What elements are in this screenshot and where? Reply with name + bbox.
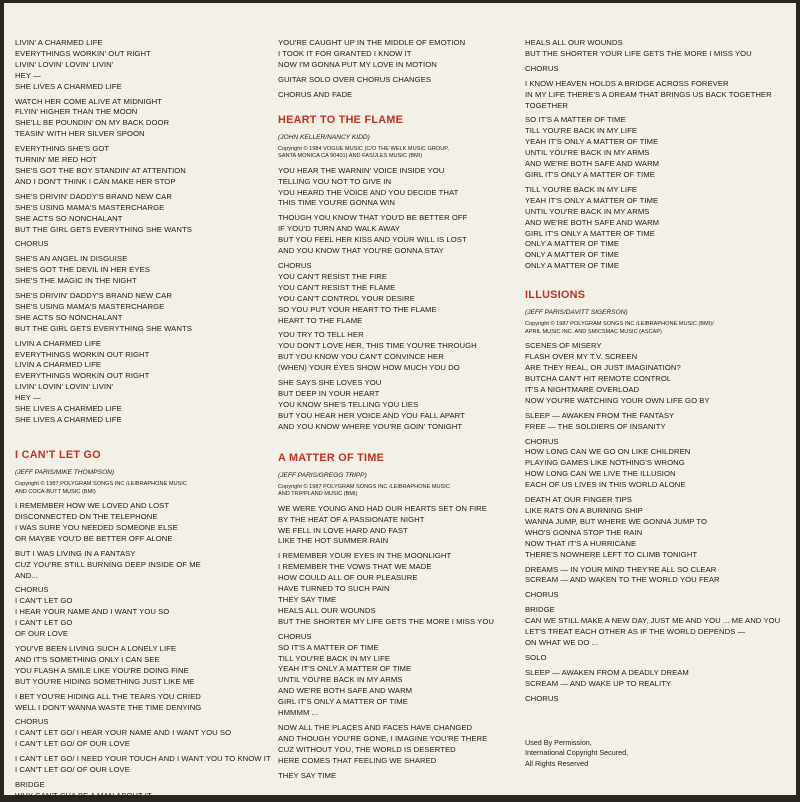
lyric-line: SCENES OF MISERY: [525, 341, 602, 351]
lyric-line: CHORUS: [278, 631, 312, 641]
lyric-sheet: [4, 3, 796, 800]
lyrics-i-cant-let-go: [15, 501, 270, 802]
lyric-line: BUT YOU KNOW YOU CAN'T CONVINCE HER: [278, 352, 444, 362]
lyric-line: HEART TO THE FLAME: [278, 315, 363, 325]
lyric-line: CUZ YOU'RE STILL BURNING DEEP INSIDE OF ME: [15, 559, 201, 569]
lyric-line: BY THE HEAT OF A PASSIONATE NIGHT: [278, 514, 425, 524]
lyric-line: BUT YOU HEAR HER VOICE AND YOU FALL APART: [278, 410, 465, 420]
permission-line: International Copyright Secured,: [525, 748, 629, 758]
lyric-line: TEASIN' WITH HER SILVER SPOON: [15, 129, 145, 139]
lyric-line: WHO'S GONNA STOP THE RAIN: [525, 527, 643, 537]
publisher-line: AND COCA-BUTT MUSIC (BMI): [15, 488, 96, 495]
lyric-line: TILL YOU'RE BACK IN MY LIFE: [278, 653, 391, 663]
lyrics-charmed-life-end: [15, 38, 270, 426]
lyric-line: BRIDGE: [525, 605, 555, 615]
lyric-line: LIVIN' A CHARMED LIFE: [15, 38, 103, 47]
lyric-line: HAVE TURNED TO SUCH PAIN: [278, 584, 390, 594]
lyric-line: LIKE RATS ON A BURNING SHIP: [525, 506, 643, 515]
lyric-line: NOW I'M GONNA PUT MY LOVE IN MOTION: [278, 59, 437, 69]
lyric-line: AND WE'RE BOTH SAFE AND WARM: [278, 686, 413, 696]
lyric-line: CHORUS: [525, 63, 559, 73]
lyric-line: GIRL IT'S ONLY A MATTER OF TIME: [525, 169, 655, 179]
lyric-line: WE FELL IN LOVE HARD AND FAST: [278, 525, 408, 535]
lyric-line: YOU CAN'T RESIST THE FIRE: [278, 271, 388, 281]
lyric-line: CHORUS: [525, 436, 559, 446]
lyric-line: GUITAR SOLO OVER CHORUS CHANGES: [278, 74, 432, 84]
songwriter-credits: (JEFF PARIS/GREGG TRIPP): [278, 471, 367, 479]
lyric-line: WHY CAN'T CHA BE A MAN ABOUT IT: [15, 790, 152, 800]
lyric-line: YOU DON'T LOVE HER, THIS TIME YOU'RE THROUGH: [278, 341, 477, 351]
song-title-heart-to-the-flame: HEART TO THE FLAME: [278, 113, 404, 126]
lyric-line: LIVIN A CHARMED LIFE: [15, 360, 102, 370]
lyric-line: TILL YOU'RE BACK IN MY LIFE: [525, 126, 638, 136]
lyric-line: SCREAM — AND WAKE UP TO REALITY: [525, 678, 672, 688]
lyric-line: THIS TIME YOU'RE GONNA WIN: [278, 198, 395, 208]
lyric-line: CHORUS: [278, 260, 312, 270]
lyric-line: SO IT'S A MATTER OF TIME: [525, 115, 626, 125]
song-title-i-cant-let-go: I CAN'T LET GO: [15, 448, 101, 461]
lyric-line: PLAYING GAMES LIKE NOTHING'S WRONG: [525, 458, 685, 468]
lyric-line: I CAN'T LET GO: [15, 618, 73, 628]
lyric-line: WATCH HER COME ALIVE AT MIDNIGHT: [15, 96, 162, 106]
lyric-line: EVERYTHINGS WORKIN OUT RIGHT: [15, 371, 150, 381]
lyric-line: BUT THE GIRL GETS EVERYTHING SHE WANTS: [15, 323, 192, 333]
lyric-line: CHORUS: [15, 239, 49, 249]
song-title-illusions: ILLUSIONS: [525, 289, 586, 302]
lyric-line: SHE'S DRIVIN' DADDY'S BRAND NEW CAR: [15, 191, 172, 201]
lyric-line: I REMEMBER YOUR EYES IN THE MOONLIGHT: [278, 551, 452, 561]
lyric-line: I CAN'T LET GO/ OF OUR LOVE: [15, 765, 130, 775]
lyric-line: BUT YOU FEEL HER KISS AND YOUR WILL IS LOST: [278, 235, 467, 245]
lyric-line: CHORUS: [525, 693, 559, 703]
lyric-line: THERE'S NOWHERE LEFT TO CLIMB TONIGHT: [525, 549, 698, 559]
lyric-line: OF OUR LOVE: [15, 629, 69, 639]
lyric-line: HOW COULD ALL OF OUR PLEASURE: [278, 573, 418, 583]
lyric-line: CUZ WITHOUT YOU, THE WORLD IS DESERTED: [278, 744, 456, 754]
lyric-line: BUT I WAS LIVING IN A FANTASY: [15, 548, 136, 558]
lyric-line: FLASH OVER MY T.V. SCREEN: [525, 352, 638, 362]
lyric-line: WELL I DON'T WANNA WASTE THE TIME DENYING: [15, 702, 202, 712]
lyric-line: YOU'VE BEEN LIVING SUCH A LONELY LIFE: [15, 643, 177, 653]
lyric-line: CAN WE STILL MAKE A NEW DAY, JUST ME AND YOU ... ME AND YOU: [525, 616, 781, 626]
lyric-line: I CAN'T LET GO/ OF OUR LOVE: [15, 739, 130, 749]
lyric-line: ARE THEY REAL, OR JUST IMAGINATION?: [525, 363, 681, 373]
lyric-line: SLEEP — AWAKEN FROM A DEADLY DREAM: [525, 667, 689, 677]
lyric-line: CHORUS: [15, 585, 49, 595]
column-right: [525, 38, 793, 705]
lyrics-continued: [278, 38, 518, 101]
lyric-line: UNTIL YOU'RE BACK IN MY ARMS: [278, 675, 403, 685]
lyric-line: BUT DEEP IN YOUR HEART: [278, 388, 380, 398]
lyric-line: YEAH IT'S ONLY A MATTER OF TIME: [525, 195, 659, 205]
permission-notice: [525, 738, 628, 769]
lyric-line: NOW YOU'RE WATCHING YOUR OWN LIFE GO BY: [525, 395, 710, 405]
lyric-line: NOW THAT IT'S A HURRICANE: [525, 538, 637, 548]
songwriter-credits: (JEFF PARIS/MIKE THOMPSON): [15, 468, 115, 476]
lyric-line: FREE — THE SOLDIERS OF INSANITY: [525, 421, 666, 431]
lyric-line: I TOOK IT FOR GRANTED I KNOW IT: [278, 48, 412, 58]
lyric-line: HEY —: [15, 393, 41, 403]
lyric-line: YOU CAN'T CONTROL YOUR DESIRE: [278, 293, 415, 303]
lyric-line: EVERYTHINGS WORKIN' OUT RIGHT: [15, 48, 151, 58]
lyric-line: I CAN'T LET GO: [15, 596, 73, 606]
lyric-line: HERE COMES THAT FEELING WE SHARED: [278, 755, 437, 765]
lyric-line: IN MY LIFE THERE'S A DREAM THAT BRINGS US BACK TOGETHER: [525, 89, 772, 99]
lyric-line: BUTCHA CAN'T HIT REMOTE CONTROL: [525, 374, 672, 384]
lyric-line: BUT THE SHORTER YOUR LIFE GETS THE MORE I MISS YOU: [525, 48, 752, 58]
lyric-line: HEALS ALL OUR WOUNDS: [525, 38, 623, 47]
lyric-line: SHE LIVES A CHARMED LIFE: [15, 415, 122, 424]
lyric-line: SHE ACTS SO NONCHALANT: [15, 213, 123, 223]
lyrics-heart-to-the-flame: [278, 166, 518, 433]
lyric-line: YOU HEAR THE WARNIN' VOICE INSIDE YOU: [278, 165, 445, 175]
lyric-line: AND YOU KNOW WHERE YOU'RE GOIN' TONIGHT: [278, 421, 463, 431]
lyric-line: EVERYTHING SHE'S GOT: [15, 144, 110, 154]
lyric-line: YEAH IT'S ONLY A MATTER OF TIME: [278, 664, 412, 674]
lyric-line: SHE ACTS SO NONCHALANT: [15, 312, 123, 322]
lyric-line: THEY SAY TIME: [278, 770, 337, 780]
lyric-line: HEALS ALL OUR WOUNDS: [278, 605, 376, 615]
lyric-line: HOW LONG CAN WE GO ON LIKE CHILDREN: [525, 447, 691, 457]
lyric-line: CHORUS: [15, 717, 49, 727]
publisher-line: Copyright © 1987 POLYGRAM SONGS INC /LEIBRAPHONE MUSIC: [15, 480, 187, 487]
lyric-line: FLYIN' HIGHER THAN THE MOON: [15, 107, 138, 117]
lyric-line: UNTIL YOU'RE BACK IN MY ARMS: [525, 148, 650, 158]
lyric-line: SHE'S GOT THE DEVIL IN HER EYES: [15, 265, 150, 275]
lyric-line: LIVIN' LOVIN' LOVIN' LIVIN': [15, 59, 114, 69]
publisher-line: Copyright © 1984 VOGUE MUSIC (C/O THE WELK MUSIC GROUP,: [278, 145, 449, 152]
lyric-line: BRIDGE: [15, 779, 45, 789]
lyric-line: EACH OF US LIVES IN THIS WORLD ALONE: [525, 480, 686, 490]
lyric-line: CHORUS AND FADE: [278, 89, 353, 99]
lyric-line: SHE'S USING MAMA'S MASTERCHARGE: [15, 301, 165, 311]
lyric-line: GIRL IT'S ONLY A MATTER OF TIME: [525, 228, 655, 238]
permission-line: All Rights Reserved: [525, 758, 589, 768]
publisher-notice: [278, 146, 518, 161]
lyric-line: YOU FLASH A SMILE LIKE YOU'RE DOING FINE: [15, 665, 189, 675]
lyric-line: GIRL IT'S ONLY A MATTER OF TIME: [278, 697, 408, 707]
publisher-line: Copyright © 1987 POLYGRAM SONGS INC /LEIBRAPHONE MUSIC: [278, 483, 450, 490]
lyric-line: ON WHAT WE DO ...: [525, 637, 599, 647]
lyric-line: AND WE'RE BOTH SAFE AND WARM: [525, 217, 660, 227]
lyric-line: IF YOU'D TURN AND WALK AWAY: [278, 224, 400, 234]
lyric-line: SHE SAYS SHE LOVES YOU: [278, 378, 382, 388]
lyric-line: AND...: [15, 570, 38, 580]
lyric-line: BUT THE SHORTER MY LIFE GETS THE MORE I MISS YOU: [278, 616, 494, 626]
lyric-line: BUT THE GIRL GETS EVERYTHING SHE WANTS: [15, 224, 192, 234]
lyric-line: SHE'S USING MAMA'S MASTERCHARGE: [15, 202, 165, 212]
publisher-notice: [525, 321, 793, 336]
songwriter-credits: (JOHN KELLER/NANCY KIDD): [278, 133, 370, 141]
lyric-line: LIVIN A CHARMED LIFE: [15, 338, 102, 348]
lyric-line: SHE'S AN ANGEL IN DISGUISE: [15, 254, 128, 264]
lyric-line: I CAN'T LET GO/ I HEAR YOUR NAME AND I WANT YOU SO: [15, 728, 232, 738]
lyric-line: LET'S TREAT EACH OTHER AS IF THE WORLD DEPENDS —: [525, 627, 746, 637]
lyrics-a-matter-of-time: [278, 504, 518, 782]
lyric-line: UNTIL YOU'RE BACK IN MY ARMS: [525, 206, 650, 216]
lyric-line: SCREAM — AND WAKEN TO THE WORLD YOU FEAR: [525, 575, 720, 585]
lyric-line: WE WERE YOUNG AND HAD OUR HEARTS SET ON FIRE: [278, 503, 487, 513]
lyric-line: THEY SAY TIME: [278, 595, 337, 604]
lyric-line: AND IT'S SOMETHING ONLY I CAN SEE: [15, 654, 160, 664]
lyric-line: ONLY A MATTER OF TIME: [525, 239, 620, 249]
lyric-line: TURNIN' ME RED HOT: [15, 155, 97, 165]
lyric-line: I BET YOU'RE HIDING ALL THE TEARS YOU CRIED: [15, 691, 201, 701]
lyric-line: SHE LIVES A CHARMED LIFE: [15, 404, 122, 414]
lyric-line: YEAH IT'S ONLY A MATTER OF TIME: [525, 137, 659, 147]
lyric-line: AND I DON'T THINK I CAN MAKE HER STOP: [15, 176, 176, 186]
lyric-line: I REMEMBER THE VOWS THAT WE MADE: [278, 562, 432, 572]
publisher-line: SANTA MONICA CA 90401) AND FASULES MUSIC (BMI): [278, 153, 423, 160]
lyric-line: LIVIN' LOVIN' LOVIN' LIVIN': [15, 382, 114, 392]
lyric-line: DISCONNECTED ON THE TELEPHONE: [15, 512, 158, 521]
lyric-line: SOLO: [525, 652, 547, 662]
lyric-line: YOU CAN'T RESIST THE FLAME: [278, 282, 396, 292]
lyric-line: DEATH AT OUR FINGER TIPS: [525, 495, 632, 505]
lyric-line: TILL YOU'RE BACK IN MY LIFE: [525, 184, 638, 194]
lyric-line: I HEAR YOUR NAME AND I WANT YOU SO: [15, 607, 170, 617]
lyric-line: NOW ALL THE PLACES AND FACES HAVE CHANGED: [278, 722, 473, 732]
column-left: [15, 38, 270, 802]
lyric-line: DREAMS — IN YOUR MIND THEY'RE ALL SO CLEAR: [525, 564, 717, 574]
lyric-line: I CAN'T LET GO/ I NEED YOUR TOUCH AND I WANT YOU TO KNOW IT: [15, 754, 271, 764]
lyric-line: SHE'S DRIVIN' DADDY'S BRAND NEW CAR: [15, 291, 172, 301]
lyric-line: SO IT'S A MATTER OF TIME: [278, 642, 379, 652]
lyric-line: YOU TRY TO TELL HER: [278, 330, 364, 340]
lyric-line: TELLING YOU NOT TO GIVE IN: [278, 176, 392, 186]
lyric-line: SHE'S THE MAGIC IN THE NIGHT: [15, 276, 137, 286]
lyric-line: HOW LONG CAN WE LIVE THE ILLUSION: [525, 469, 676, 479]
lyric-line: IT'S A NIGHTMARE OVERLOAD: [525, 384, 640, 394]
song-title-a-matter-of-time: A MATTER OF TIME: [278, 451, 385, 464]
lyric-line: TOGETHER: [525, 100, 568, 110]
lyric-line: OR MAYBE YOU'D BE BETTER OFF ALONE: [15, 533, 173, 543]
lyric-line: LIKE THE HOT SUMMER RAIN: [278, 536, 389, 546]
songwriter-credits: (JEFF PARIS/DAVITT SIGERSON): [525, 309, 628, 317]
lyric-line: HEY —: [15, 70, 41, 80]
lyric-line: EVERYTHINGS WORKIN OUT RIGHT: [15, 349, 150, 359]
lyric-line: SHE'LL BE POUNDIN' ON MY BACK DOOR: [15, 118, 170, 128]
lyric-line: I KNOW HEAVEN HOLDS A BRIDGE ACROSS FOREVER: [525, 78, 729, 88]
lyric-line: BUT YOU'RE HIDING SOMETHING JUST LIKE ME: [15, 676, 195, 686]
lyric-line: ONLY A MATTER OF TIME: [525, 261, 620, 271]
lyric-line: YOU HEARD THE VOICE AND YOU DECIDE THAT: [278, 187, 459, 197]
lyric-line: SO YOU PUT YOUR HEART TO THE FLAME: [278, 304, 437, 314]
column-middle: [278, 38, 518, 782]
lyrics-illusions: [525, 341, 793, 704]
lyric-line: SHE LIVES A CHARMED LIFE: [15, 81, 122, 91]
lyric-line: AND YOU KNOW THAT YOU'RE GONNA STAY: [278, 246, 444, 256]
lyric-line: (WHEN) YOUR EYES SHOW HOW MUCH YOU DO: [278, 363, 460, 373]
publisher-notice: [278, 484, 518, 499]
lyric-line: SLEEP — AWAKEN FROM THE FANTASY: [525, 410, 675, 420]
lyric-line: THOUGH YOU KNOW THAT YOU'D BE BETTER OFF: [278, 213, 468, 223]
permission-line: Used By Permission,: [525, 738, 592, 747]
lyric-line: AND WE'RE BOTH SAFE AND WARM: [525, 159, 660, 169]
lyric-line: HMMMM ...: [278, 708, 319, 718]
lyric-line: I WAS SURE YOU NEEDED SOMEONE ELSE: [15, 522, 178, 532]
lyric-line: WANNA JUMP, BUT WHERE WE GONNA JUMP TO: [525, 516, 708, 526]
publisher-line: APRIL MUSIC INC. AND SMICSMAC MUSIC (ASCAP): [525, 328, 662, 335]
lyric-line: SHE'S GOT THE BOY STANDIN' AT ATTENTION: [15, 165, 186, 175]
publisher-notice: [15, 481, 270, 496]
lyrics-a-matter-of-time-end: [525, 38, 793, 272]
lyric-line: ONLY A MATTER OF TIME: [525, 250, 620, 260]
lyric-line: AND THOUGH YOU'RE GONE, I IMAGINE YOU'RE THERE: [278, 733, 488, 743]
lyric-line: I REMEMBER HOW WE LOVED AND LOST: [15, 501, 170, 511]
lyric-line: YOU KNOW SHE'S TELLING YOU LIES: [278, 399, 419, 409]
publisher-line: AND TRIPPLAND MUSIC (BMI): [278, 491, 358, 498]
publisher-line: Copyright © 1987 POLYGRAM SONGS INC /LEIBRAPHONE MUSIC (BMI)/: [525, 321, 714, 328]
lyric-line: CHORUS: [525, 590, 559, 600]
lyric-line: YOU'RE CAUGHT UP IN THE MIDDLE OF EMOTION: [278, 38, 466, 47]
